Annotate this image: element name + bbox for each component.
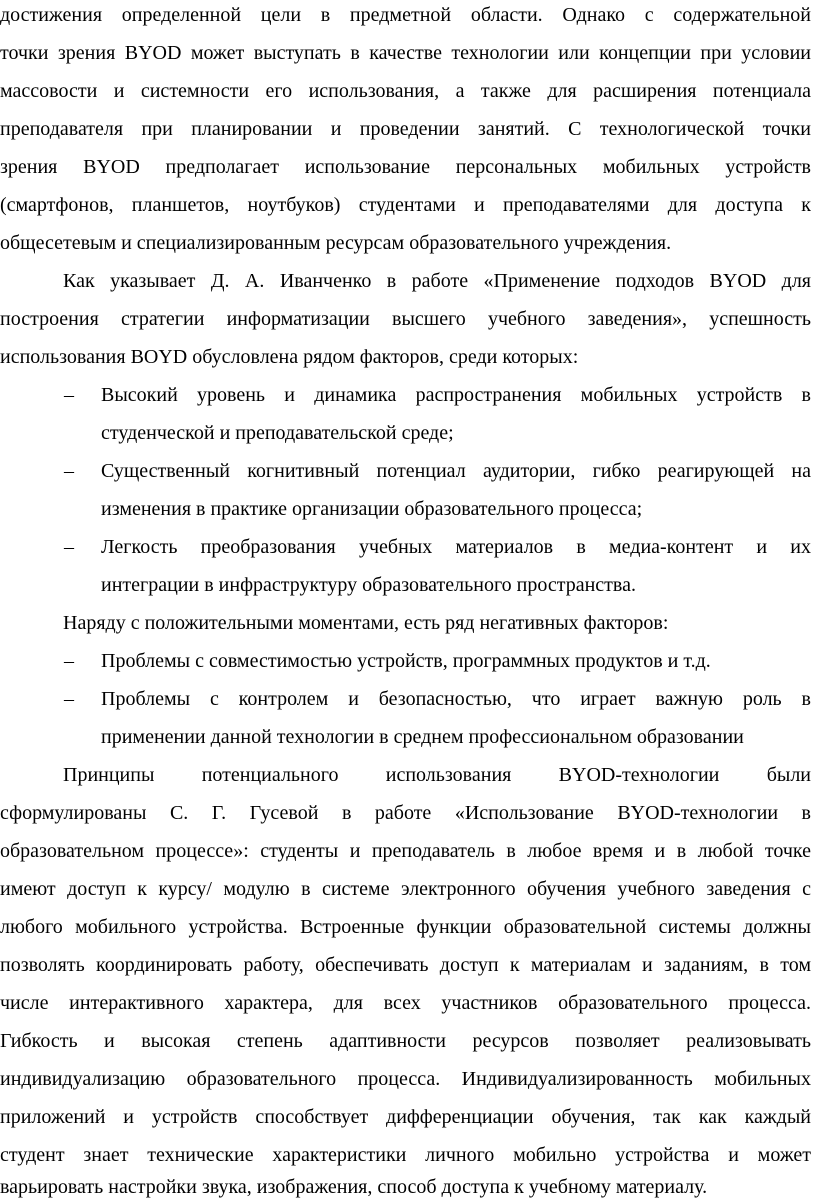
dash-bullet: – [64,460,74,482]
dash-bullet: – [64,536,74,558]
text-line: изменения в практике организации образовательного процесса; [101,498,643,520]
text-line: числе интерактивного характера, для всех участников образовательного процесса. [0,992,811,1014]
text-line: индивидуализацию образовательного процесса. Индивидуализированность мобильных [0,1068,811,1090]
text-line: варьировать настройки звука, изображения, способ доступа к учебному материалу. [0,1176,708,1198]
text-line: студенческой и преподавательской среде; [101,422,454,444]
text-line: преподавателя при планировании и проведении занятий. С технологической точки [0,118,811,140]
text-line: любого мобильного устройства. Встроенные функции образовательной системы должны [0,916,811,938]
text-line: точки зрения BYOD может выступать в качестве технологии или концепции при условии [0,42,811,64]
text-line: (смартфонов, планшетов, ноутбуков) студентами и преподавателями для доступа к [0,194,811,216]
text-line: Высокий уровень и динамика распространения мобильных устройств в [101,384,811,406]
text-line: Принципы потенциального использования BYOD-технологии были [63,764,811,786]
text-line: Проблемы с контролем и безопасностью, что играет важную роль в [101,688,811,710]
text-line: сформулированы С. Г. Гусевой в работе «Использование BYOD-технологии в [0,802,811,824]
dash-bullet: – [64,384,74,406]
dash-bullet: – [64,688,74,710]
text-line: применении данной технологии в среднем профессиональном образовании [101,726,744,748]
text-line: студент знает технические характеристики личного мобильно устройства и может [0,1144,811,1166]
text-line: Как указывает Д. А. Иванченко в работе «Применение подходов BYOD для [63,270,811,292]
text-line: зрения BYOD предполагает использование персональных мобильных устройств [0,156,811,178]
text-line: общесетевым и специализированным ресурсам образовательного учреждения. [0,232,672,254]
text-line: имеют доступ к курсу/ модулю в системе электронного обучения учебного заведения с [0,878,811,900]
text-line: интеграции в инфраструктуру образовательного пространства. [101,574,636,596]
text-line: достижения определенной цели в предметной области. Однако с содержательной [0,4,811,26]
text-line: массовости и системности его использования, а также для расширения потенциала [0,80,811,102]
text-line: Гибкость и высокая степень адаптивности ресурсов позволяет реализовывать [0,1030,811,1052]
text-line: Существенный когнитивный потенциал аудитории, гибко реагирующей на [101,460,811,482]
text-line: Наряду с положительными моментами, есть ряд негативных факторов: [63,612,669,634]
text-line: использования BOYD обусловлена рядом факторов, среди которых: [0,346,579,368]
text-line: образовательном процессе»: студенты и преподаватель в любое время и в любой точке [0,840,811,862]
dash-bullet: – [64,650,74,672]
text-line: приложений и устройств способствует дифференциации обучения, так как каждый [0,1106,811,1128]
text-line: Легкость преобразования учебных материалов в медиа-контент и их [101,536,811,558]
text-line: построения стратегии информатизации высшего учебного заведения», успешность [0,308,811,330]
text-line: Проблемы с совместимостью устройств, программных продуктов и т.д. [101,650,711,672]
text-line: позволять координировать работу, обеспечивать доступ к материалам и заданиям, в том [0,954,811,976]
